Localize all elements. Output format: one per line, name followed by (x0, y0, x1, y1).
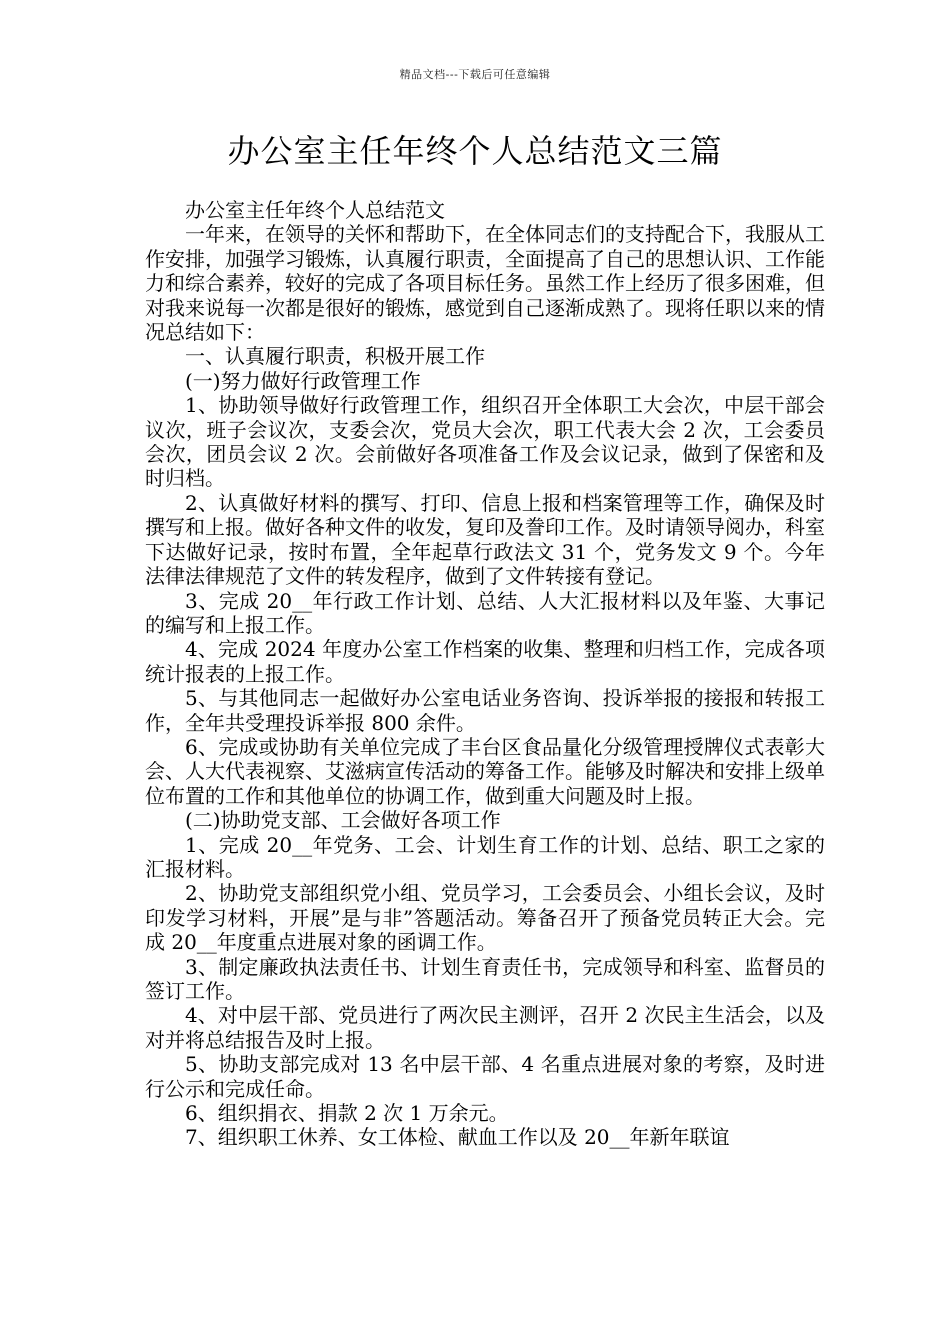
paragraph-item: 3、完成 20__年行政工作计划、总结、人大汇报材料以及年鉴、大事记的编写和上报工作。 (145, 588, 825, 637)
section-heading-1: 一、认真履行职责，积极开展工作 (185, 344, 485, 369)
subsection-heading-2: (二)协助党支部、工会做好各项工作 (185, 808, 501, 833)
paragraph-item: 5、与其他同志一起做好办公室电话业务咨询、投诉举报的接报和转报工作，全年共受理投诉举报 800 余件。 (145, 686, 825, 735)
paragraph-item: 1、协助领导做好行政管理工作，组织召开全体职工大会次，中层干部会议次，班子会议次，支委会次，党员大会次，职工代表大会 2 次，工会委员会次，团员会议 2 次。会前做好各项准备工作及会议记录，做到了保密和及时归档。 (145, 393, 825, 491)
document-body (145, 198, 825, 1150)
paragraph-item: 2、协助党支部组织党小组、党员学习，工会委员会、小组长会议，及时印发学习材料，开展”是与非”答题活动。筹备召开了预备党员转正大会。完成 20__年度重点进展对象的函调工作。 (145, 881, 825, 955)
paragraph-item: 6、组织捐衣、捐款 2 次 1 万余元。 (185, 1101, 509, 1126)
paragraph-item: 5、协助支部完成对 13 名中层干部、4 名重点进展对象的考察，及时进行公示和完成任命。 (145, 1052, 825, 1101)
header-note: 精品文档---下载后可任意编辑 (399, 68, 551, 81)
paragraph-item: 6、完成或协助有关单位完成了丰台区食品量化分级管理授牌仪式表彰大会、人大代表视察、艾滋病宣传活动的筹备工作。能够及时解决和安排上级单位布置的工作和其他单位的协调工作，做到重大问题及时上报。 (145, 734, 825, 808)
paragraph-subtitle: 办公室主任年终个人总结范文 (185, 198, 445, 222)
subsection-heading-1: (一)努力做好行政管理工作 (185, 368, 421, 393)
paragraph-item: 7、组织职工休养、女工体检、献血工作以及 20__年新年联谊 (185, 1125, 730, 1150)
paragraph-item: 2、认真做好材料的撰写、打印、信息上报和档案管理等工作，确保及时撰写和上报。做好各种文件的收发，复印及誊印工作。及时请领导阅办，科室下达做好记录，按时布置，全年起草行政法文 31 个，党务发文 9 个。今年法律法律规范了文件的转发程序，做到了文件转接有登记。 (145, 490, 825, 589)
paragraph-intro: 一年来，在领导的关怀和帮助下，在全体同志们的支持配合下，我服从工作安排，加强学习锻炼，认真履行职责，全面提高了自己的思想认识、工作能力和综合素养，较好的完成了各项目标任务。虽然工作上经历了很多困难，但对我来说每一次都是很好的锻炼，感觉到自己逐渐成熟了。现将任职以来的情况总结如下： (145, 222, 825, 345)
document-title: 办公室主任年终个人总结范文三篇 (227, 132, 723, 170)
paragraph-item: 4、完成 2024 年度办公室工作档案的收集、整理和归档工作，完成各项统计报表的上报工作。 (145, 637, 825, 686)
paragraph-item: 1、完成 20__年党务、工会、计划生育工作的计划、总结、职工之家的汇报材料。 (145, 832, 825, 881)
paragraph-item: 4、对中层干部、党员进行了两次民主测评，召开 2 次民主生活会，以及对并将总结报告及时上报。 (145, 1003, 825, 1052)
paragraph-item: 3、制定廉政执法责任书、计划生育责任书，完成领导和科室、监督员的签订工作。 (145, 954, 825, 1003)
